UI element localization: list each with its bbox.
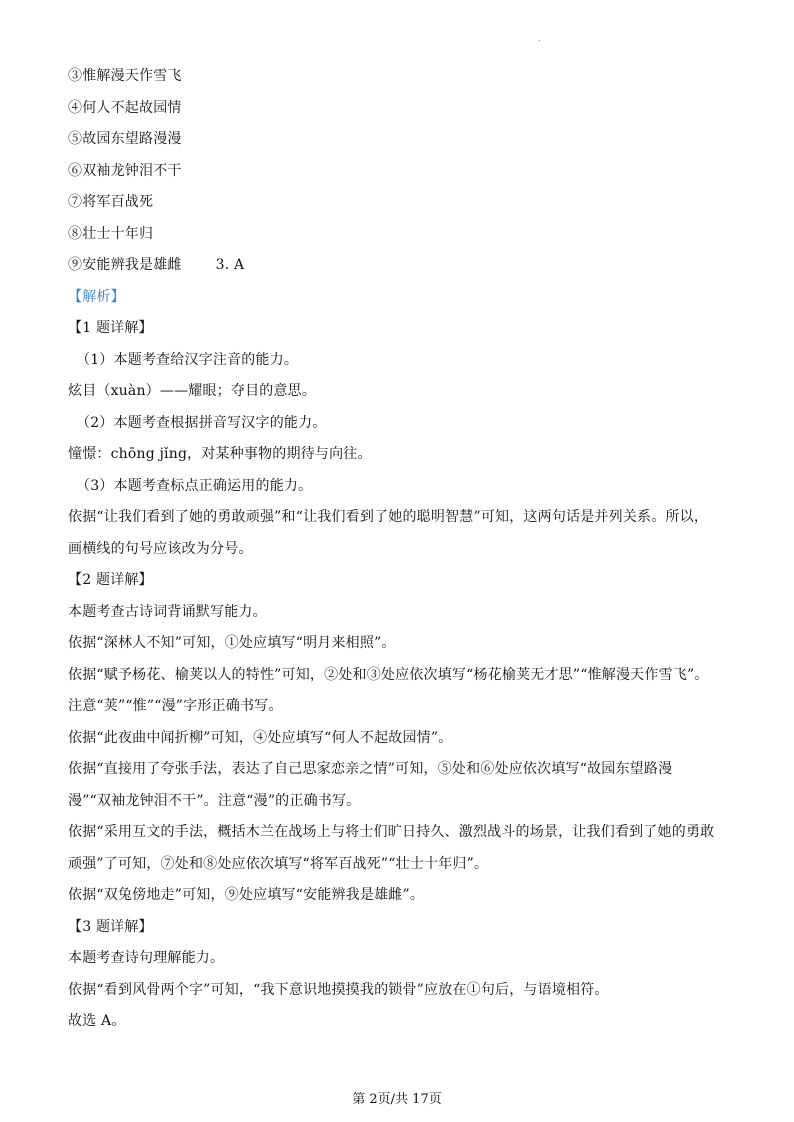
section-2-p2: 依据“深林人不知”可知，①处应填写“明月来相照”。 — [68, 635, 396, 651]
answer-6: ⑥双袖龙钟泪不干 — [68, 163, 182, 179]
section-2-p4: 注意“荚”“惟”“漫”字形正确书写。 — [68, 698, 283, 714]
section-2-p5: 依据“此夜曲中闻折柳”可知，④处应填写“何人不起故园情”。 — [68, 730, 453, 746]
section-1-p2: 炫目（xuàn）——耀眼；夺目的意思。 — [68, 383, 317, 399]
section-2-p8: 依据“采用互文的手法，概括木兰在战场上与将士们旷日持久、激烈战斗的场景，让我们看到了她的勇敢 — [68, 824, 715, 840]
section-1-p3: （2）本题考查根据拼音写汉字的能力。 — [76, 415, 327, 431]
answer-8: ⑧壮士十年归 — [68, 226, 154, 242]
header-dot: . — [538, 34, 541, 43]
section-2-p7: 漫”“双袖龙钟泪不干”。注意“漫”的正确书写。 — [68, 793, 361, 809]
section-1-p4: 憧憬：chōng jǐng，对某种事物的期待与向往。 — [68, 446, 372, 462]
section-3-heading: 【3 题详解】 — [68, 919, 153, 935]
section-2-p1: 本题考查古诗词背诵默写能力。 — [68, 604, 267, 620]
answer-3: ③惟解漫天作雪飞 — [68, 68, 182, 84]
answer-9-row — [68, 255, 244, 275]
section-2-p9: 顽强”了可知，⑦处和⑧处应依次填写“将军百战死”“壮士十年归”。 — [68, 856, 489, 872]
section-1-p1: （1）本题考查给汉字注音的能力。 — [76, 352, 299, 368]
section-3-p2: 依据“看到风骨两个字”可知，“我下意识地摸摸我的锁骨”应放在①句后，与语境相符。 — [68, 982, 609, 998]
section-1-heading: 【1 题详解】 — [68, 320, 153, 336]
section-1-p6: 依据“让我们看到了她的勇敢顽强”和“让我们看到了她的聪明智慧”可知，这两句话是并列关系。所以， — [68, 509, 709, 525]
answer-9: ⑨安能辨我是雄雌 — [68, 257, 182, 273]
section-2-p6: 依据“直接用了夸张手法，表达了自己思家恋亲之情”可知，⑤处和⑥处应依次填写“故园东望路漫 — [68, 761, 673, 777]
section-3-p1: 本题考查诗句理解能力。 — [68, 950, 225, 966]
section-2-heading: 【2 题详解】 — [68, 572, 153, 588]
section-1-p5: （3）本题考查标点正确运用的能力。 — [76, 478, 313, 494]
answer-5: ⑤故园东望路漫漫 — [68, 131, 182, 147]
section-2-p10: 依据“双兔傍地走”可知，⑨处应填写“安能辨我是雄雌”。 — [68, 887, 425, 903]
analysis-label: 【解析】 — [68, 289, 125, 305]
answer-7: ⑦将军百战死 — [68, 194, 154, 210]
section-3-p3: 故选 A。 — [68, 1013, 126, 1029]
question-3-answer: 3. A — [215, 257, 245, 273]
section-2-p3: 依据“赋予杨花、榆荚以人的特性”可知，②处和③处应依次填写“杨花榆荚无才思”“惟解漫天作雪飞”。 — [68, 667, 709, 683]
page-number: 第 2页/共 17页 — [352, 1092, 442, 1107]
answer-4: ④何人不起故园情 — [68, 100, 182, 116]
section-1-p7: 画横线的句号应该改为分号。 — [68, 541, 253, 557]
